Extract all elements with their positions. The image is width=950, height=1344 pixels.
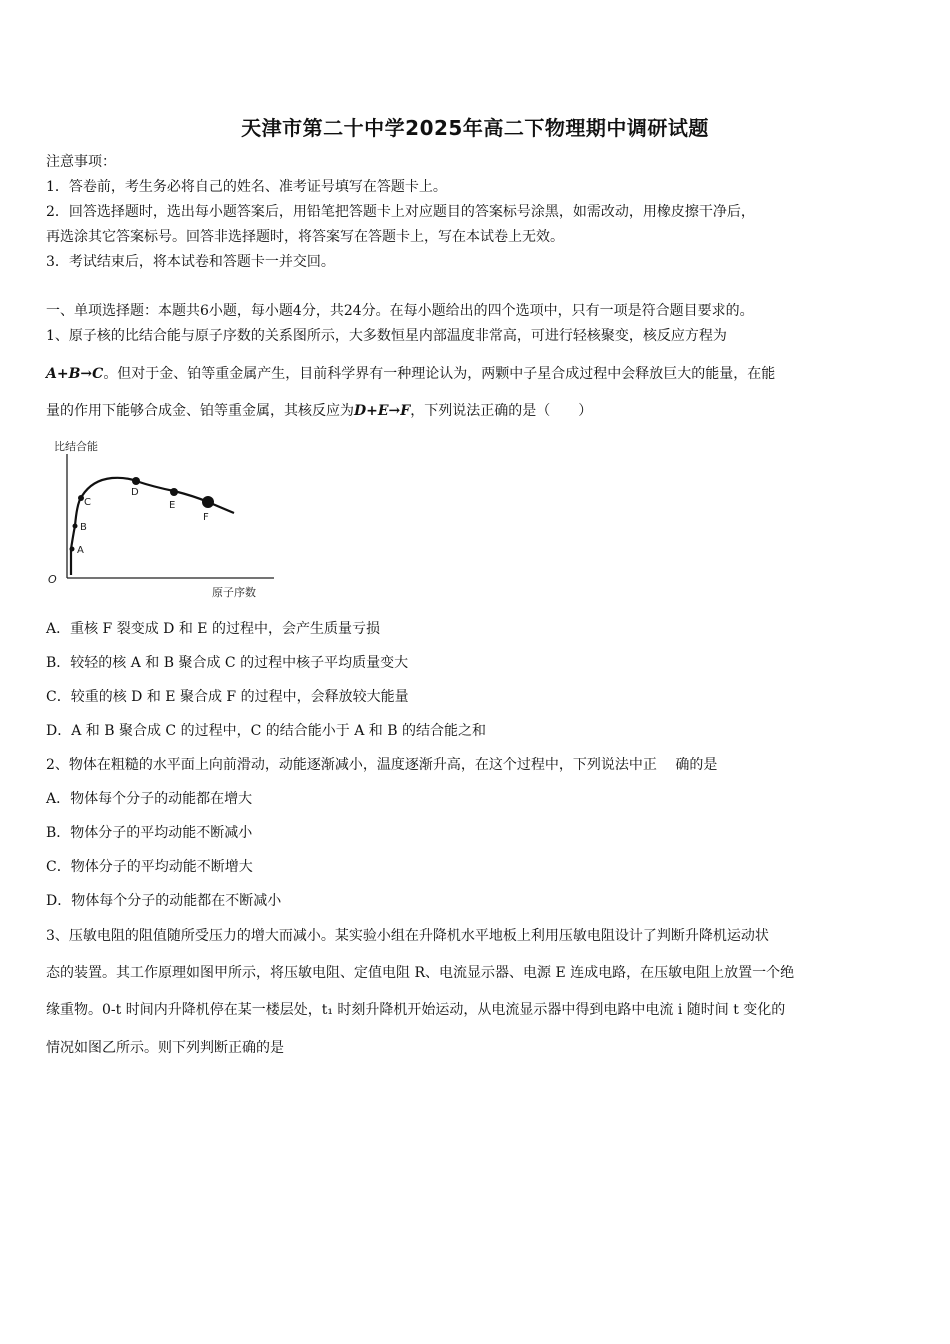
graph-label-e: E: [169, 500, 176, 511]
q3-stem-line1: 3、压敏电阻的阻值随所受压力的增大而减小。某实验小组在升降机水平地板上利用压敏电阻设计了判断升降机运动状: [46, 928, 769, 944]
notice-item-2a: 2．回答选择题时，选出每小题答案后，用铅笔把答题卡上对应题目的答案标号涂黑，如需改动，用橡皮擦干净后，: [46, 204, 755, 220]
q2-option-d: D．物体每个分子的动能都在不断减小: [46, 893, 282, 909]
q2-option-b: B．物体分子的平均动能不断减小: [46, 825, 253, 841]
graph-x-label: 原子序数: [212, 586, 256, 599]
graph-point-a: [70, 547, 75, 552]
graph-point-b: [73, 524, 78, 529]
graph-point-e: [170, 488, 178, 496]
q1-option-b: B．较轻的核 A 和 B 聚合成 C 的过程中核子平均质量变大: [46, 655, 409, 671]
binding-energy-graph: [44, 432, 284, 604]
q1-equation-merger: D+E→F: [354, 403, 411, 419]
q1-stem-line2: [46, 364, 775, 384]
notice-item-3: 3．考试结束后，将本试卷和答题卡一并交回。: [46, 254, 335, 270]
q1-stem-line3: [46, 401, 592, 421]
section-heading: 一、单项选择题：本题共6小题，每小题4分，共24分。在每小题给出的四个选项中，只有一项是符合题目要求的。: [46, 303, 754, 319]
graph-label-a: A: [77, 545, 84, 556]
graph-point-f: [202, 496, 214, 508]
graph-label-f: F: [203, 512, 209, 523]
q1-stem-line3-post: ，下列说法正确的是（ ）: [410, 403, 593, 419]
graph-label-d: D: [131, 487, 139, 498]
graph-origin-label: O: [48, 573, 57, 586]
q3-stem-line3: 缘重物。0-t 时间内升降机停在某一楼层处，t₁ 时刻升降机开始运动，从电流显示器中得到电路中电流 i 随时间 t 变化的: [46, 1002, 786, 1018]
q1-stem-line3-pre: 量的作用下能够合成金、铂等重金属，其核反应为: [46, 403, 354, 419]
graph-y-label: 比结合能: [54, 440, 98, 453]
notice-heading: 注意事项：: [46, 154, 116, 170]
q1-option-a: A．重核 F 裂变成 D 和 E 的过程中，会产生质量亏损: [46, 621, 380, 637]
graph-label-b: B: [80, 522, 87, 533]
q3-stem-line2: 态的装置。其工作原理如图甲所示，将压敏电阻、定值电阻 R、电流显示器、电源 E 连成电路，在压敏电阻上放置一个绝: [46, 965, 795, 981]
q2-stem: 2、物体在粗糙的水平面上向前滑动，动能逐渐减小，温度逐渐升高，在这个过程中，下列说法中正 确的是: [46, 757, 718, 773]
graph-label-c: C: [84, 497, 91, 508]
q1-option-c: C．较重的核 D 和 E 聚合成 F 的过程中，会释放较大能量: [46, 689, 409, 705]
q2-option-c: C．物体分子的平均动能不断增大: [46, 859, 253, 875]
graph-curve: [71, 478, 234, 575]
q1-stem-line2-text: 。但对于金、铂等重金属产生，目前科学界有一种理论认为，两颗中子星合成过程中会释放巨大的能量，在能: [103, 366, 776, 382]
graph-point-d: [132, 477, 140, 485]
notice-item-2b: 再选涂其它答案标号。回答非选择题时，将答案写在答题卡上，写在本试卷上无效。: [46, 229, 564, 245]
q1-option-d: D．A 和 B 聚合成 C 的过程中，C 的结合能小于 A 和 B 的结合能之和: [46, 723, 486, 739]
page-title: 天津市第二十中学2025年高二下物理期中调研试题: [241, 116, 709, 140]
q1-stem-line1: 1、原子核的比结合能与原子序数的关系图所示，大多数恒星内部温度非常高，可进行轻核聚变，核反应方程为: [46, 328, 727, 344]
notice-item-1: 1．答卷前，考生务必将自己的姓名、准考证号填写在答题卡上。: [46, 179, 447, 195]
q3-stem-line4: 情况如图乙所示。则下列判断正确的是: [46, 1040, 284, 1056]
q2-option-a: A．物体每个分子的动能都在增大: [46, 791, 253, 807]
q1-equation-fusion: A+B→C: [46, 366, 104, 382]
